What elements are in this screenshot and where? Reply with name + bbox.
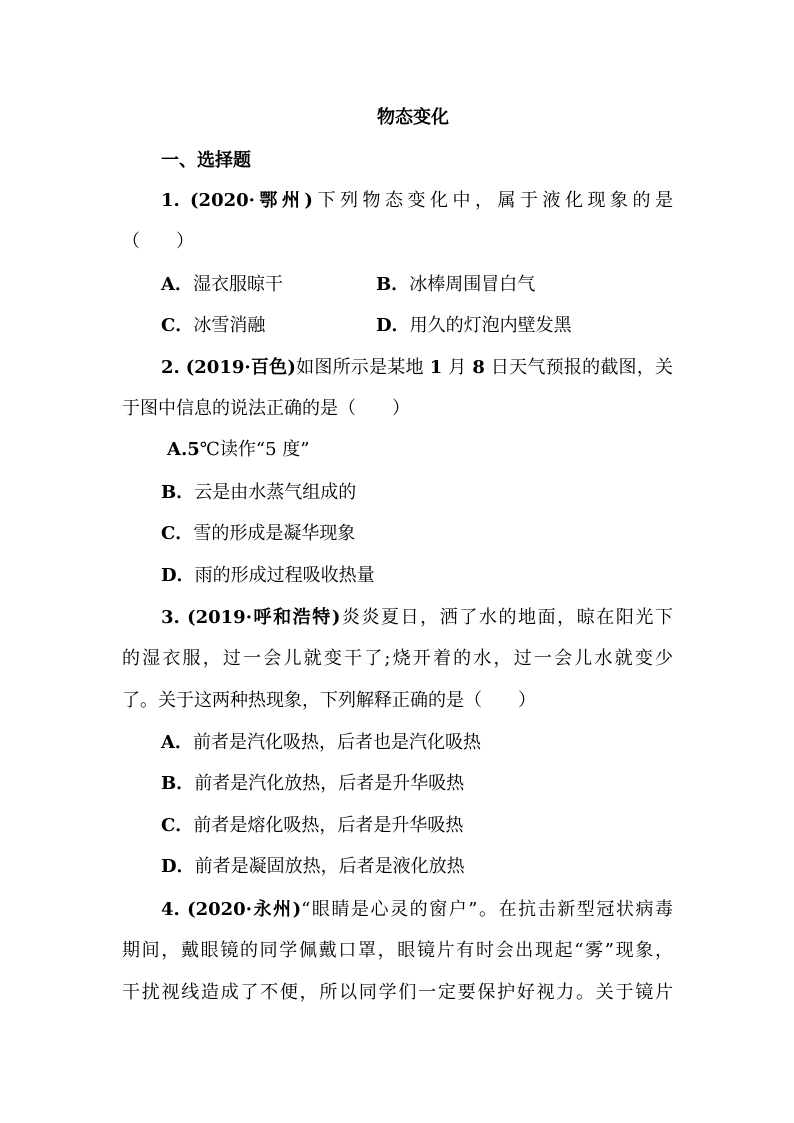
question-3-stem-line-2: 的湿衣服，过一会儿就变干了;烧开着的水，过一会儿水就变少 [122,648,673,669]
question-2-stem-line-2: 于图中信息的说法正确的是（ ） [122,398,410,419]
question-1-option-c: C．冰雪消融 [161,315,266,336]
question-source: (2019·呼和浩特) [187,607,341,628]
question-source: (2020·永州) [187,899,302,920]
question-1-option-d: D．用久的灯泡内壁发黑 [376,315,572,336]
question-source: (2019·百色) [185,357,296,378]
question-3-option-a: A．前者是汽化吸热，后者也是汽化吸热 [161,732,481,753]
question-3-option-c: C．前者是熔化吸热，后者是升华吸热 [161,815,464,836]
question-number: 3. [161,607,180,628]
question-1-option-b: B．冰棒周围冒白气 [376,274,536,295]
question-text: 下列物态变化中，属于液化现象的是 [312,190,674,211]
question-2-stem-line-1: 2. (2019·百色)如图所示是某地 1 月 8 日天气预报的截图，关 [161,357,674,378]
question-2-option-d: D．雨的形成过程吸收热量 [161,565,375,586]
question-number: 4. [161,899,180,920]
question-number: 2. [161,357,180,378]
page-title: 物态变化 [377,107,449,128]
question-4-stem-line-2: 期间，戴眼镜的同学佩戴口罩，眼镜片有时会出现起“雾”现象， [122,940,673,961]
question-4-stem-line-1: 4. (2020·永州)“眼睛是心灵的窗户”。在抗击新型冠状病毒 [161,899,673,920]
question-1-option-a: A．湿衣服晾干 [161,274,283,295]
question-3-option-b: B．前者是汽化放热，后者是升华吸热 [161,773,465,794]
question-1-blank: （ ） [122,231,194,252]
question-3-stem-line-1: 3. (2019·呼和浩特)炎炎夏日，洒了水的地面，晾在阳光下 [161,607,673,628]
question-source: (2020·鄂州) [190,190,313,211]
question-4-stem-line-3: 干扰视线造成了不便，所以同学们一定要保护好视力。关于镜片 [122,982,673,1003]
question-2-option-c: C．雪的形成是凝华现象 [161,523,356,544]
question-number: 1. [161,190,180,211]
question-2-option-b: B．云是由水蒸气组成的 [161,482,357,503]
question-3-stem-line-3: 了。关于这两种热现象，下列解释正确的是（ ） [122,690,536,711]
question-3-option-d: D．前者是凝固放热，后者是液化放热 [161,856,465,877]
section-heading: 一、选择题 [161,150,251,171]
question-2-option-a: A.5℃读作“5 度” [167,439,310,460]
question-1-stem [161,189,673,213]
